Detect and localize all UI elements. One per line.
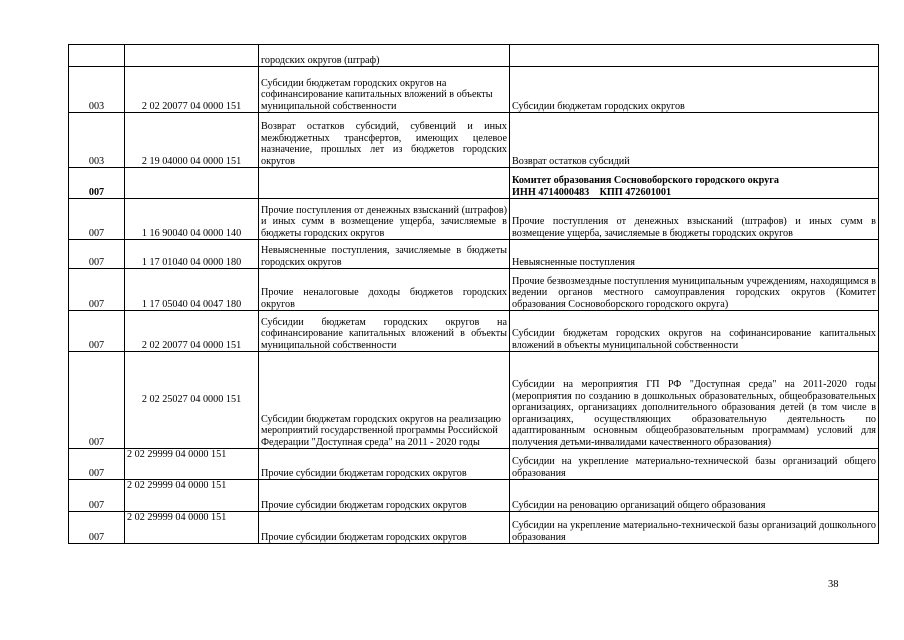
name-cell: Прочие субсидии бюджетам городских округов (259, 480, 510, 512)
admin-code-cell: 007 (69, 512, 125, 544)
kbk-cell (125, 168, 259, 199)
name-cell: Прочие неналоговые доходы бюджетов городских округов (259, 269, 510, 311)
desc-cell: Невыясненные поступления (510, 240, 879, 269)
admin-code-cell: 003 (69, 67, 125, 113)
desc-cell: Субсидии на укрепление материально-технической базы организаций дошкольного образования (510, 512, 879, 544)
desc-cell: Прочие безвозмездные поступления муниципальным учреждениям, находящимся в ведении органов местного самоуправления городских округов (Комитет образования Сосновоборского городского округа) (510, 269, 879, 311)
admin-code-cell: 007 (69, 311, 125, 352)
admin-code-cell (69, 45, 125, 67)
admin-code-cell: 007 (69, 269, 125, 311)
name-cell: Субсидии бюджетам городских округов на реализацию мероприятий государственной программы Российской Федерации "Доступная среда" на 2011 - 2020 годы (259, 352, 510, 449)
admin-code-cell: 003 (69, 113, 125, 168)
admin-code-cell: 007 (69, 480, 125, 512)
committee-inn-kpp: ИНН 4714000483 КПП 472601001 (512, 186, 672, 198)
table-row (69, 352, 879, 449)
kbk-value: 2 02 25027 04 0000 151 (141, 394, 242, 406)
kbk-cell: 1 17 01040 04 0000 180 (125, 240, 259, 269)
name-cell: Невыясненные поступления, зачисляемые в бюджеты городских округов (259, 240, 510, 269)
table-row (69, 449, 879, 480)
name-cell: Субсидии бюджетам городских округов на софинансирование капитальных вложений в объекты муниципальной собственности (259, 311, 510, 352)
table-row (69, 240, 879, 269)
desc-cell: Прочие поступления от денежных взысканий (штрафов) и иных сумм в возмещение ущерба, зачисляемые в бюджеты городских округов (510, 199, 879, 240)
revenue-codes-table (68, 44, 879, 544)
name-cell: Субсидии бюджетам городских округов на софинансирование капитальных вложений в объекты муниципальной собственности (259, 67, 510, 113)
table-row (69, 199, 879, 240)
desc-cell: Возврат остатков субсидий (510, 113, 879, 168)
table-row (69, 168, 879, 199)
desc-cell: Субсидии на реновацию организаций общего образования (510, 480, 879, 512)
table-row (69, 113, 879, 168)
kbk-cell: 2 02 29999 04 0000 151 (125, 512, 259, 544)
kbk-cell (125, 352, 259, 449)
admin-code-cell: 007 (69, 352, 125, 449)
kbk-cell (125, 45, 259, 67)
table-row (69, 311, 879, 352)
admin-code-cell: 007 (69, 199, 125, 240)
desc-cell: Субсидии бюджетам городских округов (510, 67, 879, 113)
desc-cell: Субсидии бюджетам городских округов на софинансирование капитальных вложений в объекты муниципальной собственности (510, 311, 879, 352)
admin-code-cell: 007 (69, 168, 125, 199)
name-cell: Прочие субсидии бюджетам городских округов (259, 449, 510, 480)
name-cell: городских округов (штраф) (259, 45, 510, 67)
table-row (69, 67, 879, 113)
committee-header-cell (510, 168, 879, 199)
kbk-cell: 2 02 20077 04 0000 151 (125, 67, 259, 113)
table-row (69, 45, 879, 67)
committee-name: Комитет образования Сосновоборского городского округа (512, 175, 779, 187)
kbk-cell: 1 17 05040 04 0047 180 (125, 269, 259, 311)
kbk-cell: 2 19 04000 04 0000 151 (125, 113, 259, 168)
desc-cell: Субсидии на мероприятия ГП РФ "Доступная среда" на 2011-2020 годы (мероприятия по созданию в дошкольных образовательных, общеобразовательных организациях, организациях дополнительного образования детей (в том числе в организациях, осуществляющих образовательную деятельность по адаптированным основным общеобразовательным программам) условий для получения детьми-инвалидами качественного образования) (510, 352, 879, 449)
admin-code-cell: 007 (69, 240, 125, 269)
desc-cell (510, 45, 879, 67)
name-cell: Прочие поступления от денежных взысканий (штрафов) и иных сумм в возмещение ущерба, зачисляемые в бюджеты городских округов (259, 199, 510, 240)
kbk-cell: 2 02 20077 04 0000 151 (125, 311, 259, 352)
name-cell (259, 168, 510, 199)
name-cell: Возврат остатков субсидий, субвенций и иных межбюджетных трансфертов, имеющих целевое назначение, прошлых лет из бюджетов городских округов (259, 113, 510, 168)
desc-cell: Субсидии на укрепление материально-технической базы организаций общего образования (510, 449, 879, 480)
table-row (69, 512, 879, 544)
kbk-cell: 1 16 90040 04 0000 140 (125, 199, 259, 240)
table-row (69, 269, 879, 311)
table-row (69, 480, 879, 512)
kbk-cell: 2 02 29999 04 0000 151 (125, 480, 259, 512)
admin-code-cell: 007 (69, 449, 125, 480)
name-cell: Прочие субсидии бюджетам городских округов (259, 512, 510, 544)
page-number: 38 (828, 579, 839, 590)
kbk-cell: 2 02 29999 04 0000 151 (125, 449, 259, 480)
